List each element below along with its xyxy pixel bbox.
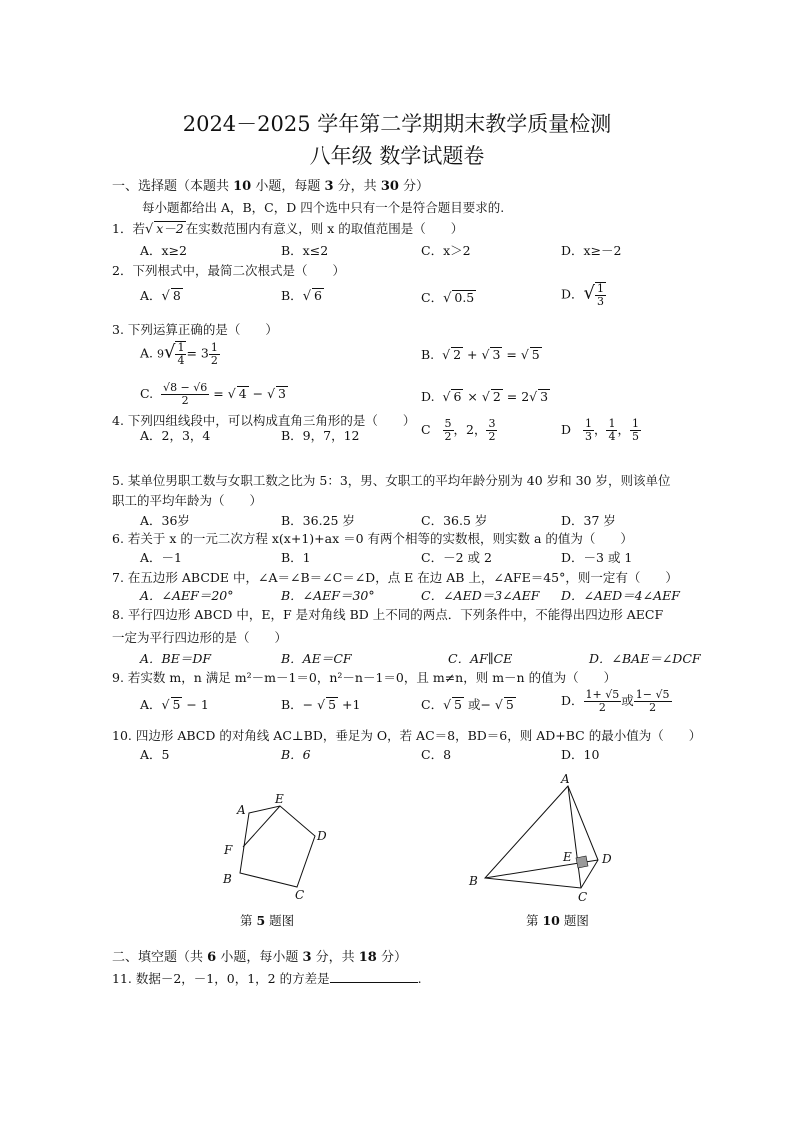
question-4-stem: 4. 下列四组线段中，可以构成直角三角形的是（ ）	[112, 413, 416, 428]
q2-option-a: A．√ 8	[140, 288, 181, 304]
q5-option-a: A．36岁	[140, 513, 190, 528]
q4-option-d: D $\frac{1}{3}$ ， $\frac{1}{4}$ ， $\frac{1}{5}$	[561, 417, 639, 443]
q7-option-b: B．∠AEF＝30°	[281, 588, 375, 603]
fig10-label-c: C	[578, 890, 588, 904]
q8-option-b: B．AE＝CF	[281, 651, 352, 666]
q5-option-b: B．36.25 岁	[281, 513, 355, 528]
q3-option-c: C. $\frac{√8 - √6}{2}$ = √ 4 − √ 3	[140, 381, 286, 407]
question-8-stem-line1: 8. 平行四边形 ABCD 中，E，F 是对角线 BD 上不同的两点．下列条件中，不能得出四边形 AECF	[112, 607, 664, 622]
q11-answer-blank[interactable]	[330, 970, 418, 983]
q3-option-a: A. 9√ $\frac{1}{4}$ = 3 $\frac{1}{2}$	[140, 340, 218, 367]
page-title: 2024－2025 学年第二学期期末教学质量检测	[182, 112, 612, 136]
question-8-stem-line2: 一定为平行四边形的是（ ）	[112, 630, 288, 645]
question-2-stem: 2．下列根式中，最简二次根式是（ ）	[112, 263, 345, 278]
segment-ef	[243, 806, 280, 847]
fig5-label-d: D	[317, 829, 327, 843]
q1-option-c: C．x＞2	[421, 243, 471, 258]
q10-option-a: A．5	[140, 747, 170, 762]
q4-option-b: B．9，7，12	[281, 428, 360, 443]
q9-option-a: A．√ 5 − 1	[140, 697, 209, 712]
q8-option-a: A．BE＝DF	[140, 651, 212, 666]
fig10-label-a: A	[561, 772, 570, 786]
q1-option-b: B．x≤2	[281, 243, 329, 258]
q10-option-d: D．10	[561, 747, 600, 762]
section-1-instruction: 每小题都给出 A，B，C，D 四个选中只有一个是符合题目要求的.	[142, 200, 505, 215]
q4-option-a: A．2，3，4	[140, 428, 211, 443]
q9-option-d: D． $\frac{1+ √5}{2}$ 或 $\frac{1- √5}{2}$	[561, 688, 670, 714]
question-7-stem: 7. 在五边形 ABCDE 中，∠A＝∠B＝∠C＝∠D，点 E 在边 AB 上，∠AFE＝45°，则一定有（ ）	[112, 570, 678, 585]
fig10-label-d: D	[602, 852, 612, 866]
q2-option-d: D．√ $\frac{1}{3}$	[561, 282, 605, 308]
question-6-stem: 6. 若关于 x 的一元二次方程 x(x+1)+ax ＝0 有两个相等的实数根，则实数 a 的值为（ ）	[112, 531, 633, 546]
q1-option-a: A．x≥2	[140, 243, 188, 258]
q7-option-d: D．∠AED＝4∠AEF	[561, 588, 680, 603]
q6-option-d: D．－3 或 1	[561, 550, 633, 565]
fig5-label-a: A	[237, 803, 246, 817]
question-5-stem-line1: 5. 某单位男职工数与女职工数之比为 5：3，男、女职工的平均年龄分别为 40 岁和 30 岁，则该单位	[112, 473, 671, 488]
figure-5-caption: 第 5 题图	[240, 913, 295, 928]
q3-option-d: D. √ 6 × √ 2 = 2√ 3	[421, 389, 549, 404]
right-angle-marker	[576, 856, 588, 868]
q5-option-d: D．37 岁	[561, 513, 616, 528]
question-3-stem: 3. 下列运算正确的是（ ）	[112, 322, 278, 337]
figure-10-quadrilateral	[465, 770, 625, 905]
figure-10-caption: 第 10 题图	[526, 913, 589, 928]
q7-option-c: C．∠AED＝3∠AEF	[421, 588, 540, 603]
question-10-stem: 10. 四边形 ABCD 的对角线 AC⊥BD，垂足为 O，若 AC＝8，BD＝6，则 AD+BC 的最小值为（ ）	[112, 728, 702, 743]
q1-option-d: D．x≥－2	[561, 243, 622, 258]
q9-option-c: C．√ 5 或− √ 5	[421, 697, 514, 712]
question-9-stem: 9. 若实数 m，n 满足 m²－m－1＝0，n²－n－1＝0，且 m≠n，则 m－n 的值为（ ）	[112, 670, 617, 685]
q6-option-a: A．－1	[140, 550, 182, 565]
quadrilateral-abcd	[485, 786, 598, 888]
fig5-label-e: E	[275, 792, 284, 806]
fig5-label-b: B	[223, 872, 232, 886]
q8-option-c: C．AF∥CE	[448, 651, 513, 666]
q7-option-a: A．∠AEF＝20°	[140, 588, 234, 603]
fig5-label-c: C	[295, 888, 305, 902]
pentagon-abcde	[240, 806, 315, 887]
q10-option-b: B．6	[281, 747, 311, 762]
q4-option-c: C $\frac{5}{2}$ ，2， $\frac{3}{2}$	[421, 417, 496, 443]
q5-option-c: C．36.5 岁	[421, 513, 488, 528]
q3-option-b: B. √ 2 + √ 3 = √ 5	[421, 347, 540, 362]
section-1-heading: 一、选择题（本题共 10 小题，每题 3 分，共 30 分）	[112, 179, 430, 194]
q9-option-b: B．− √ 5 +1	[281, 697, 361, 712]
q10-option-c: C．8	[421, 747, 452, 762]
page-subtitle: 八年级 数学试题卷	[309, 144, 485, 168]
question-5-stem-line2: 职工的平均年龄为（ ）	[112, 493, 263, 508]
q6-option-b: B．1	[281, 550, 311, 565]
section-2-heading: 二、填空题（共 6 小题，每小题 3 分，共 18 分）	[112, 950, 407, 965]
fig5-label-f: F	[224, 843, 233, 857]
figure-5-pentagon	[215, 790, 345, 902]
fig10-label-b: B	[469, 874, 478, 888]
q6-option-c: C．－2 或 2	[421, 550, 492, 565]
q2-option-c: C．√ 0.5	[421, 290, 475, 306]
question-1-stem: 1．若√ x－2 在实数范围内有意义，则 x 的取值范围是（ ）	[112, 221, 464, 237]
fig10-label-e: E	[563, 850, 572, 864]
question-11-stem: 11. 数据－2，－1，0，1，2 的方差是 .	[112, 971, 422, 986]
q8-option-d: D．∠BAE＝∠DCF	[589, 651, 701, 666]
q2-option-b: B．√ 6	[281, 288, 322, 304]
